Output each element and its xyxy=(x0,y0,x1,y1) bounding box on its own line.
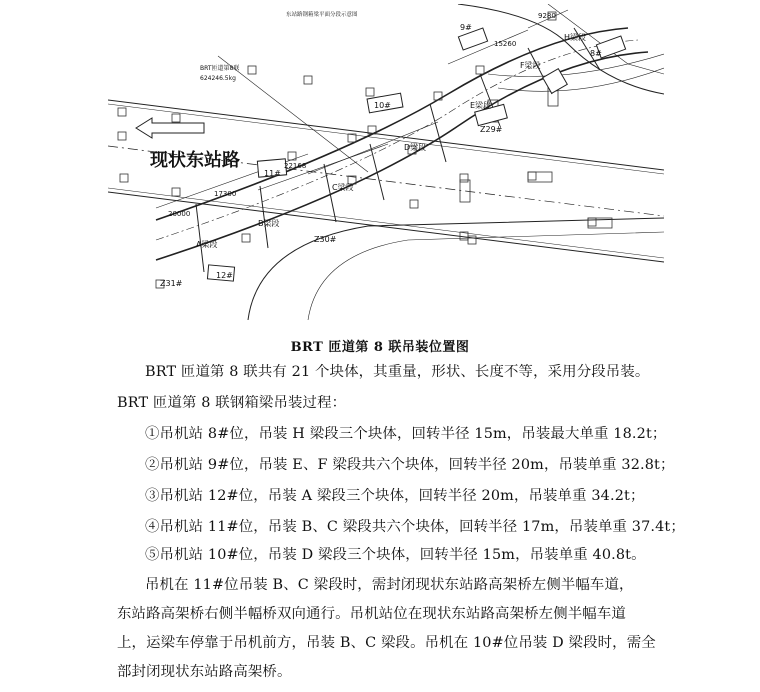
direction-arrow xyxy=(136,118,204,138)
segment-d: D梁段 xyxy=(404,143,427,152)
step-1: ①吊机站 8#位，吊装 H 梁段三个块体，回转半径 15m，吊装最大单重 18.2t； xyxy=(145,426,667,442)
step-5: ⑤吊机站 10#位，吊装 D 梁段三个块体，回转半径 15m，吊装单重 40.8t。 xyxy=(145,547,646,563)
dim-9280: 9280 xyxy=(538,12,556,20)
dim-22168: 22168 xyxy=(284,162,307,170)
step-3: ③吊机站 12#位，吊装 A 梁段三个块体，回转半径 20m，吊装单重 34.2t； xyxy=(145,488,645,504)
beam-note-1: BRT匝道第8联 xyxy=(200,65,240,72)
pier-z29: Z29# xyxy=(480,125,503,134)
segment-f: F梁段 xyxy=(520,61,541,70)
crane-12: 12# xyxy=(216,271,233,280)
segment-c: C梁段 xyxy=(332,183,354,192)
beam-note-2: 624246.5kg xyxy=(200,75,236,82)
beam-layout-svg xyxy=(108,4,664,320)
paragraph-3-line-2: 东站路高架桥右侧半幅桥双向通行。吊机站位在现状东站路高架桥左侧半幅车道 xyxy=(117,606,626,622)
paragraph-2: BRT 匝道第 8 联钢箱梁吊装过程： xyxy=(117,395,347,411)
layout-drawing xyxy=(108,4,664,320)
segment-h: H梁段 xyxy=(564,33,587,42)
segment-b: B梁段 xyxy=(258,219,280,228)
segment-e: E梁段 xyxy=(470,101,492,110)
viaduct-edge-bottom xyxy=(108,192,664,262)
segment-a: A梁段 xyxy=(196,240,218,249)
paragraph-1: BRT 匝道第 8 联共有 21 个块体，其重量，形状、长度不等，采用分段吊装。 xyxy=(145,364,650,380)
crane-8: 8# xyxy=(590,49,602,58)
step-4: ④吊机站 11#位，吊装 B、C 梁段共六个块体，回转半径 17m，吊装单重 37.4t； xyxy=(145,519,685,535)
crane-10: 10# xyxy=(374,101,391,110)
dim-15260: 15260 xyxy=(494,40,517,48)
paragraph-3-line-4: 部封闭现状东站路高架桥。 xyxy=(117,664,292,680)
crane-icons xyxy=(207,28,625,281)
crane-9: 9# xyxy=(460,23,472,32)
dim-20000: 20000 xyxy=(168,210,191,218)
paragraph-3-line-3: 上，运梁车停靠于吊机前方，吊装 B、C 梁段。吊机在 10#位吊装 D 梁段时，需全 xyxy=(117,635,656,651)
dim-17300: 17300 xyxy=(214,190,237,198)
pier-z30: Z30# xyxy=(314,235,337,244)
paragraph-3-line-1: 吊机在 11#位吊装 B、C 梁段时，需封闭现状东站路高架桥左侧半幅车道， xyxy=(145,577,634,593)
drawing-title: 东站路钢箱梁平面分段示意图 xyxy=(286,12,358,18)
note-leader xyxy=(218,56,368,172)
step-2: ②吊机站 9#位，吊装 E、F 梁段共六个块体，回转半径 20m，吊装单重 32.8t； xyxy=(145,457,675,473)
figure-caption: BRT 匝道第 8 联吊装位置图 xyxy=(290,340,470,355)
road-name: 现状东站路 xyxy=(150,150,240,171)
crane-11: 11# xyxy=(264,169,281,178)
pier-z31: Z31# xyxy=(160,279,183,288)
